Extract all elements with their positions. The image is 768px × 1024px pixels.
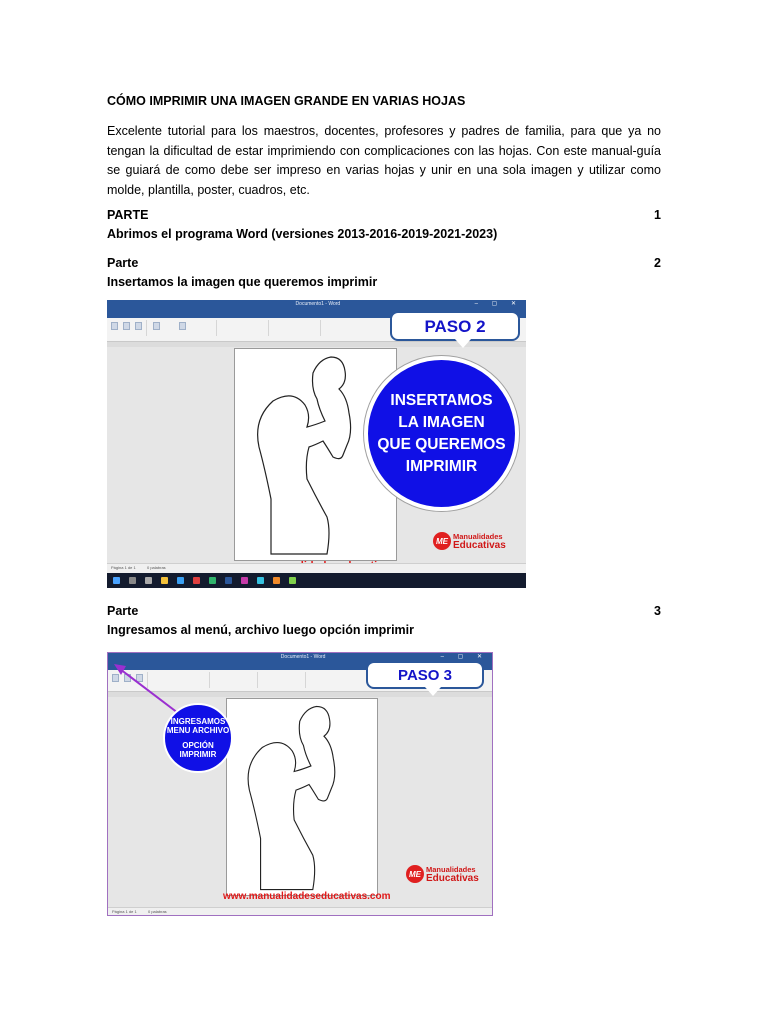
app-icon [241, 577, 248, 584]
brand-logo-top: Manualidades [453, 532, 503, 541]
brand-logo-top: Manualidades [426, 865, 476, 874]
part-2-number: 2 [654, 256, 661, 270]
window-controls-icon: – ▢ ✕ [474, 301, 522, 307]
brand-logo-bottom: Educativas [453, 540, 506, 551]
ribbon-group [219, 320, 269, 336]
part-3-label: Parte [107, 604, 139, 618]
part-3-heading: Ingresamos al menú, archivo luego opción imprimir [107, 623, 415, 637]
taskview-icon [145, 577, 152, 584]
word-icon [225, 577, 232, 584]
chrome-icon [209, 577, 216, 584]
silhouette-image [227, 699, 379, 897]
bubble-line: OPCIÓN [182, 741, 214, 750]
window-titlebar [107, 300, 526, 310]
document-title: CÓMO IMPRIMIR UNA IMAGEN GRANDE EN VARIAS HOJAS [107, 94, 466, 108]
search-icon [129, 577, 136, 584]
status-bar [107, 563, 526, 573]
website-url: www.manualidadeseducativas.com [223, 891, 391, 902]
part-2-header [107, 256, 661, 270]
bubble-line: IMPRIMIR [179, 750, 217, 759]
bubble-line: INSERTAMOS [390, 391, 493, 409]
word-screenshot-paso-2 [107, 300, 526, 588]
word-screenshot-paso-3 [107, 652, 493, 916]
ribbon-icon [111, 322, 118, 330]
status-words: 0 palabras [148, 909, 167, 914]
part-1-number: 1 [654, 208, 661, 222]
window-controls-icon: – ▢ ✕ [440, 654, 488, 660]
app-icon [257, 577, 264, 584]
start-icon [113, 577, 120, 584]
ribbon-group [149, 320, 217, 336]
status-page: Página 1 de 1 [111, 565, 136, 570]
instruction-bubble [364, 356, 519, 511]
status-words: 0 palabras [147, 565, 166, 570]
part-3-header [107, 604, 661, 618]
part-1-heading: Abrimos el programa Word (versiones 2013-2016-2019-2021-2023) [107, 227, 498, 241]
brand-logo-mark: ME [406, 865, 424, 883]
app-icon [289, 577, 296, 584]
paso-3-callout: PASO 3 [366, 661, 484, 689]
instruction-bubble [163, 703, 233, 773]
window-title: Documento1 - Word [295, 301, 341, 307]
app-icon [273, 577, 280, 584]
brand-logo [433, 532, 506, 550]
status-bar [108, 907, 492, 916]
folder-icon [161, 577, 168, 584]
part-1-label: PARTE [107, 208, 149, 222]
window-title: Documento1 - Word [280, 654, 326, 660]
bubble-line: QUE QUEREMOS [377, 435, 506, 453]
app-icon [193, 577, 200, 584]
windows-taskbar [107, 573, 526, 588]
document-canvas [226, 698, 378, 896]
intro-paragraph: Excelente tutorial para los maestros, docentes, profesores y padres de familia, para que ya no tengan la dificultad de estar imprimiendo con complicaciones con las hojas. Con este manual-guía se guiará de como debe ser impreso en varias hojas y unir en una sola imagen y utilizar como molde, plantilla, poster, cuadros, etc. [107, 124, 661, 197]
ribbon-icon [123, 322, 130, 330]
brand-logo-bottom: Educativas [426, 873, 479, 884]
mail-icon [177, 577, 184, 584]
brand-logo [406, 865, 479, 883]
part-2-label: Parte [107, 256, 139, 270]
part-2-heading: Insertamos la imagen que queremos imprimir [107, 275, 378, 289]
status-page: Página 1 de 1 [112, 909, 137, 914]
ribbon-icon [135, 322, 142, 330]
bubble-line: IMPRIMIR [405, 457, 478, 475]
part-3-number: 3 [654, 604, 661, 618]
ribbon-group [271, 320, 321, 336]
paso-2-callout: PASO 2 [390, 311, 520, 341]
ribbon-group [260, 672, 306, 688]
brand-logo-mark: ME [433, 532, 451, 550]
bubble-line: LA IMAGEN [398, 413, 485, 431]
bubble-line: INGRESAMOS [170, 717, 226, 726]
ribbon-icon [153, 322, 160, 330]
bubble-line: MENU ARCHIVO [166, 726, 230, 735]
ribbon-group [107, 320, 147, 336]
ribbon-icon [179, 322, 186, 330]
part-1-header [107, 208, 661, 222]
